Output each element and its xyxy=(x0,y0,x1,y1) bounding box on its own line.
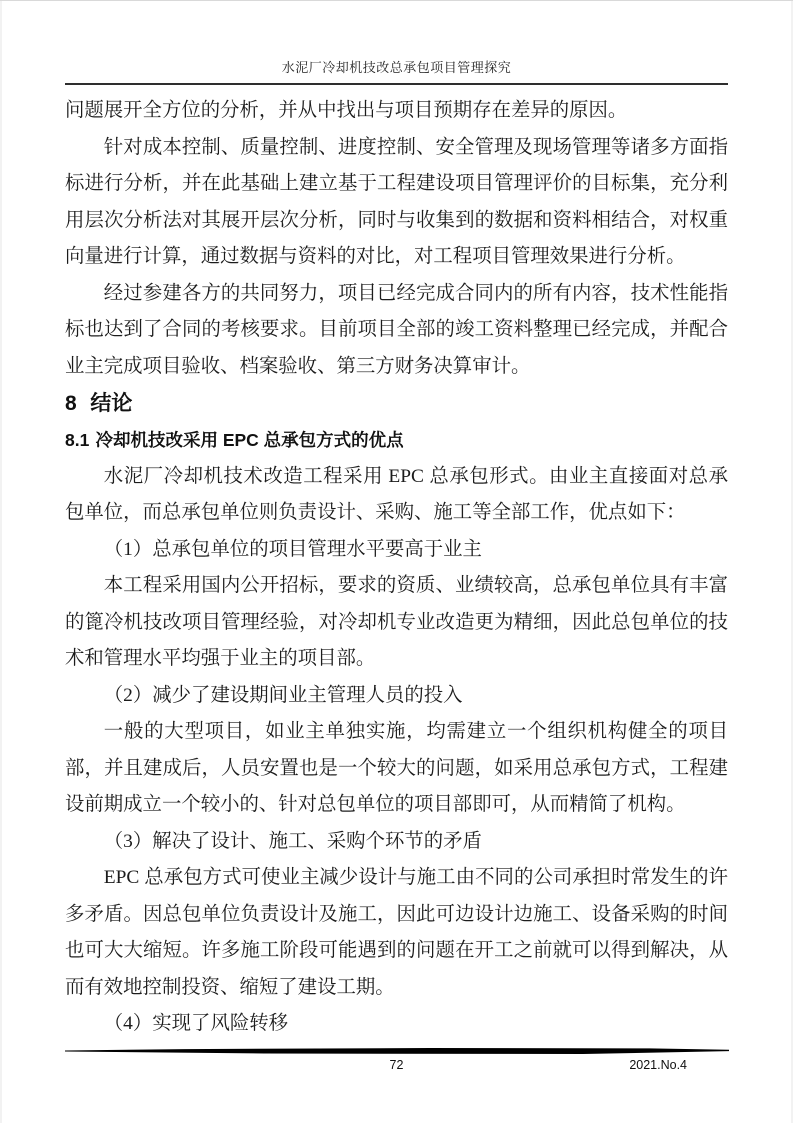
list-item-paragraph: （1）总承包单位的项目管理水平要高于业主 xyxy=(103,538,482,560)
paragraph: 一般的大型项目，如业主单独实施，均需建立一个组织机构健全的项目部，并且建成后，人员安置也是一个较大的问题，如采用总承包方式，工程建设前期成立一个较小的、针对总包单位的项目部即可，从而精简了机构。 xyxy=(65,721,728,815)
list-item-paragraph: （2）减少了建设期间业主管理人员的投入 xyxy=(103,684,463,706)
paragraph: EPC 总承包方式可使业主减少设计与施工由不同的公司承担时常发生的许多矛盾。因总包单位负责设计及施工，因此可边设计边施工、设备采购的时间也可大大缩短。许多施工阶段可能遇到的问题在开工之前就可以得到解决，从而有效地控制投资、缩短了建设工期。 xyxy=(65,867,728,998)
paragraph: 水泥厂冷却机技术改造工程采用 EPC 总承包形式。由业主直接面对总承包单位，而总承包单位则负责设计、采购、施工等全部工作，优点如下： xyxy=(65,465,728,523)
page-footer xyxy=(65,1058,728,1078)
list-item-paragraph: （4）实现了风险转移 xyxy=(103,1013,289,1034)
paragraph: 经过参建各方的共同努力，项目已经完成合同内的所有内容，技术性能指标也达到了合同的考核要求。目前项目全部的竣工资料整理已经完成，并配合业主完成项目验收、档案验收、第三方财务决算审计。 xyxy=(65,282,728,377)
list-item-paragraph: （3）解决了设计、施工、采购个环节的矛盾 xyxy=(103,830,482,852)
page-body xyxy=(65,93,728,1043)
paragraph: 针对成本控制、质量控制、进度控制、安全管理及现场管理等诸多方面指标进行分析，并在此基础上建立基于工程建设项目管理评价的目标集，充分利用层次分析法对其展开层次分析，同时与收集到的数据和资料相结合，对权重向量进行计算，通过数据与资料的对比，对工程项目管理效果进行分析。 xyxy=(65,136,728,267)
page-number: 72 xyxy=(389,1058,404,1072)
paragraph: 本工程采用国内公开招标，要求的资质、业绩较高，总承包单位具有丰富的篦冷机技改项目管理经验，对冷却机专业改造更为精细，因此总包单位的技术和管理水平均强于业主的项目部。 xyxy=(65,575,728,669)
subsection-number: 8.1 xyxy=(65,430,90,450)
section-title: 结论 xyxy=(90,392,133,415)
footer-rule xyxy=(65,1048,729,1054)
paragraph: 问题展开全方位的分析，并从中找出与项目预期存在差异的原因。 xyxy=(65,100,628,121)
section-heading xyxy=(65,385,728,422)
subsection-heading xyxy=(65,422,728,459)
subsection-title: 冷却机技改采用 EPC 总承包方式的优点 xyxy=(95,430,404,450)
section-number: 8 xyxy=(65,392,77,415)
issue-number: 2021.No.4 xyxy=(629,1058,687,1072)
running-header-title: 水泥厂冷却机技改总承包项目管理探究 xyxy=(65,57,728,85)
